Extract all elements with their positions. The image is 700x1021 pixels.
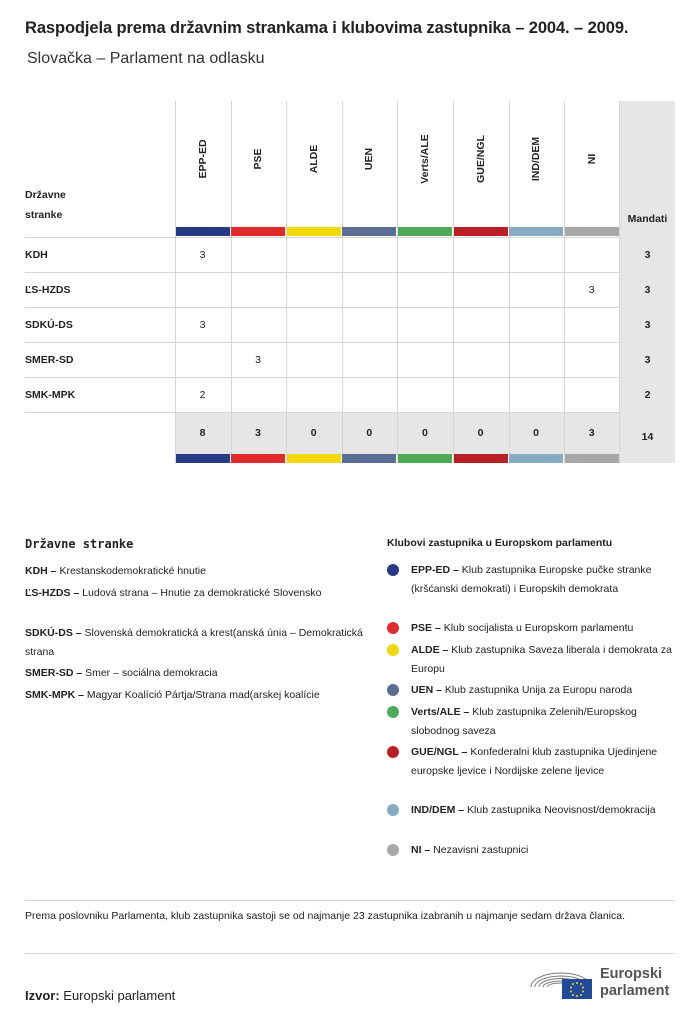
seat-cell: 3 [255,353,262,366]
group-header-label: UEN [363,147,376,171]
row-separator [25,237,620,238]
group-legend-text [411,801,677,820]
national-party-legend-item [25,664,370,683]
national-party-legend-item [25,562,370,581]
group-header-label: NI [585,153,598,165]
european-parliament-hemicycle-icon [528,963,594,1003]
group-color-dot-icon [387,746,399,758]
group-legend-text [411,743,677,781]
row-separator [25,342,620,343]
source-value: Europski parlament [59,988,176,1003]
group-color-bar [454,227,508,236]
group-color-bar-bottom [565,454,619,463]
total-cell: 0 [366,427,373,439]
chart-title: Raspodjela prema državnim strankama i klubovima zastupnika – 2004. – 2009. [25,19,629,37]
party-abbreviation: KDH – [25,565,60,577]
group-abbreviation: ALDE – [411,644,452,656]
group-header-1 [231,101,286,227]
group-color-bar-bottom [287,454,341,463]
total-cell: 0 [477,427,484,439]
group-header-5 [453,101,508,227]
national-parties-header: Državne stranke [25,189,66,221]
group-full-name: Klub zastupnika Unija za Europu naroda [444,684,633,696]
row-separator [25,272,620,273]
seat-distribution-table [25,101,675,463]
group-abbreviation: EPP-ED – [411,564,462,576]
party-row-label: SMK-MPK [25,388,76,401]
group-color-bar [287,227,341,236]
row-separator [25,377,620,378]
total-cell: 0 [421,427,428,439]
group-header-0 [175,101,230,227]
group-header-label: ALDE [307,144,320,174]
group-color-bar [342,227,396,236]
logo-wordmark: Europski parlament [600,966,670,999]
group-color-bar-bottom [509,454,563,463]
mandati-header: Mandati [627,213,668,225]
source-line [25,988,175,1003]
groups-legend-heading: Klubovi zastupnika u Europskom parlamentu [387,537,613,549]
group-color-bar [509,227,563,236]
divider [25,900,675,901]
group-legend-text [411,841,677,860]
mandati-cell: 3 [644,283,651,296]
group-color-bar-bottom [342,454,396,463]
group-color-dot-icon [387,564,399,576]
divider [25,953,675,954]
party-full-name: Krestanskodemokratické hnutie [59,565,206,577]
group-abbreviation: PSE – [411,622,444,634]
group-full-name: Klub socijalista u Europskom parlamentu [443,622,634,634]
group-color-bar [565,227,619,236]
group-full-name: Klub zastupnika Saveza liberala i demokrata za Europu [411,644,672,675]
party-full-name: Magyar Koalíció Pártja/Strana mad(arskej koalície [86,689,320,701]
group-color-dot-icon [387,644,399,656]
group-full-name: Klub zastupnika Europske pučke stranke (kršćanski demokrati) i Europskih demokrata [411,564,652,595]
total-cell: 0 [533,427,540,439]
group-legend-text [411,703,677,741]
mandati-cell: 3 [644,353,651,366]
party-abbreviation: SMER-SD – [25,667,86,679]
total-cell: 8 [199,427,206,439]
group-header-label: Verts/ALE [418,134,431,184]
group-full-name: Klub zastupnika Neovisnost/demokracija [467,804,656,816]
group-color-bar [176,227,230,236]
group-color-bar-bottom [398,454,452,463]
group-full-name: Nezavisni zastupnici [433,844,529,856]
party-row-label: KDH [25,248,48,261]
seat-cell: 3 [199,318,206,331]
party-row-label: ĽS-HZDS [25,283,71,296]
group-legend-text [411,561,677,599]
group-header-label: IND/DEM [530,136,543,182]
group-header-2 [286,101,341,227]
group-legend-text [411,641,677,679]
group-abbreviation: UEN – [411,684,445,696]
party-abbreviation: SDKÚ-DS – [25,627,85,639]
group-color-dot-icon [387,706,399,718]
group-color-dot-icon [387,804,399,816]
group-header-3 [342,101,397,227]
national-party-legend-item [25,584,370,603]
group-header-label: EPP-ED [196,139,209,179]
party-row-label: SMER-SD [25,353,74,366]
seat-cell: 3 [199,248,206,261]
grand-total-cell: 14 [641,431,654,443]
total-cell: 3 [255,427,262,439]
group-abbreviation: GUE/NGL – [411,746,471,758]
group-header-label: PSE [252,148,265,170]
chart-subtitle: Slovačka – Parlament na odlasku [27,50,265,67]
group-color-bar-bottom [176,454,230,463]
mandati-column-background [620,101,675,463]
european-parliament-logo [528,963,678,1003]
group-abbreviation: Verts/ALE – [411,706,473,718]
group-color-bar [231,227,285,236]
national-parties-legend-heading: Državne stranke [25,537,134,551]
group-color-bar [398,227,452,236]
party-full-name: Ludová strana – Hnutie za demokratické Slovensko [82,587,322,599]
source-label: Izvor: [25,988,60,1003]
party-abbreviation: ĽS-HZDS – [25,587,83,599]
total-cell: 0 [310,427,317,439]
group-header-6 [509,101,564,227]
mandati-cell: 2 [644,388,651,401]
group-abbreviation: IND/DEM – [411,804,468,816]
party-row-label: SDKÚ-DS [25,318,73,331]
national-party-legend-item [25,624,370,662]
group-color-dot-icon [387,844,399,856]
mandati-cell: 3 [644,318,651,331]
group-header-4 [397,101,452,227]
party-abbreviation: SMK-MPK – [25,689,87,701]
total-cell: 3 [588,427,595,439]
group-color-bar-bottom [231,454,285,463]
mandati-cell: 3 [644,248,651,261]
group-color-bar-bottom [454,454,508,463]
footnote: Prema poslovniku Parlamenta, klub zastupnika sastoji se od najmanje 23 zastupnika izabranih u najmanje sedam država članica. [25,910,625,922]
group-full-name: Konfederalni klub zastupnika Ujedinjene europske ljevice i Nordijske zelene ljevice [411,746,658,777]
group-legend-text [411,681,677,700]
group-full-name: Klub zastupnika Zelenih/Europskog slobodnog saveza [411,706,637,737]
party-full-name: Smer – sociálna demokracia [85,667,218,679]
group-color-dot-icon [387,684,399,696]
group-color-dot-icon [387,622,399,634]
seat-cell: 3 [588,283,595,296]
national-party-legend-item [25,686,370,705]
group-header-label: GUE/NGL [474,135,487,183]
seat-cell: 2 [199,388,206,401]
row-separator [25,307,620,308]
group-legend-text [411,619,677,638]
row-separator [25,412,620,413]
group-abbreviation: NI – [411,844,434,856]
group-header-7 [564,101,619,227]
party-full-name: Slovenská demokratická a krest(anská únia – Demokratická strana [25,627,363,658]
